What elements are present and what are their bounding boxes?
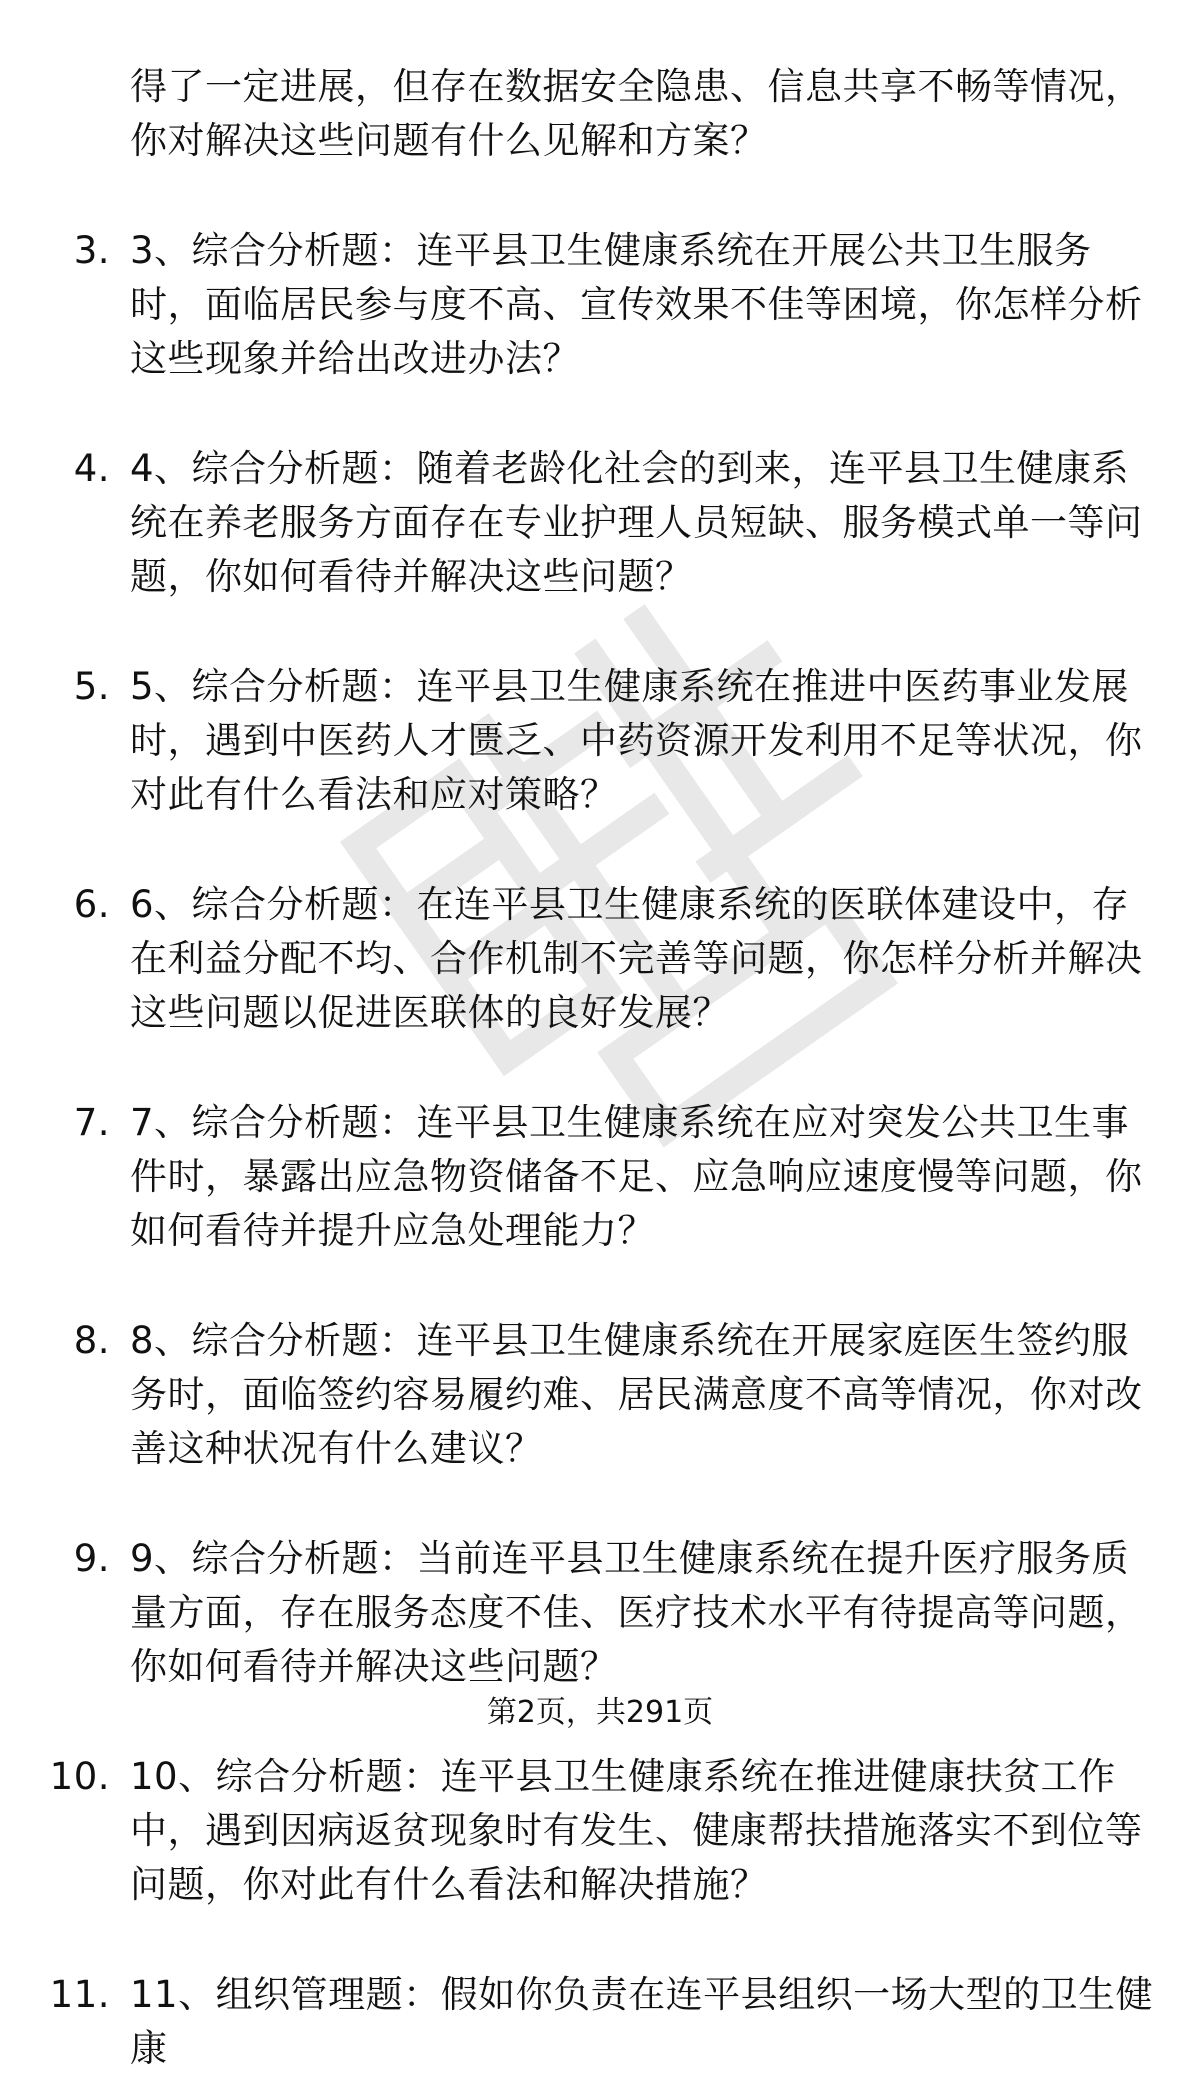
question-text: 得了一定进展，但存在数据安全隐患、信息共享不畅等情况，你对解决这些问题有什么见解和方案？ xyxy=(130,65,1143,162)
question-number: 5. xyxy=(73,665,110,708)
question-item-9 xyxy=(0,1532,1160,1694)
page-number-label: 第2页，共291页 xyxy=(486,1695,714,1730)
question-continuation xyxy=(0,60,1160,168)
question-text: 8、综合分析题：连平县卫生健康系统在开展家庭医生签约服务时，面临签约容易履约难、居民满意度不高等情况，你对改善这种状况有什么建议？ xyxy=(130,1319,1143,1470)
question-text: 3、综合分析题：连平县卫生健康系统在开展公共卫生服务时，面临居民参与度不高、宣传效果不佳等困境，你怎样分析这些现象并给出改进办法？ xyxy=(130,229,1143,380)
question-text: 9、综合分析题：当前连平县卫生健康系统在提升医疗服务质量方面，存在服务态度不佳、医疗技术水平有待提高等问题，你如何看待并解决这些问题？ xyxy=(130,1537,1143,1688)
question-item-4 xyxy=(0,442,1160,604)
question-item-8 xyxy=(0,1314,1160,1476)
question-number: 4. xyxy=(73,447,110,490)
question-text: 11、组织管理题：假如你负责在连平县组织一场大型的卫生健康 xyxy=(130,1973,1154,2070)
question-text: 4、综合分析题：随着老龄化社会的到来，连平县卫生健康系统在养老服务方面存在专业护理人员短缺、服务模式单一等问题，你如何看待并解决这些问题？ xyxy=(130,447,1143,598)
question-item-3 xyxy=(0,224,1160,386)
question-text: 5、综合分析题：连平县卫生健康系统在推进中医药事业发展时，遇到中医药人才匮乏、中药资源开发利用不足等状况，你对此有什么看法和应对策略？ xyxy=(130,665,1143,816)
question-text: 6、综合分析题：在连平县卫生健康系统的医联体建设中，存在利益分配不均、合作机制不完善等问题，你怎样分析并解决这些问题以促进医联体的良好发展？ xyxy=(130,883,1143,1034)
page-footer xyxy=(0,1693,1200,1733)
question-number: 9. xyxy=(73,1537,110,1580)
question-number: 10. xyxy=(49,1755,110,1798)
question-item-6 xyxy=(0,878,1160,1040)
question-text: 10、综合分析题：连平县卫生健康系统在推进健康扶贫工作中，遇到因病返贫现象时有发生、健康帮扶措施落实不到位等问题，你对此有什么看法和解决措施？ xyxy=(130,1755,1143,1906)
question-item-5 xyxy=(0,660,1160,822)
question-item-10 xyxy=(0,1750,1160,1912)
question-number: 6. xyxy=(73,883,110,926)
question-number: 11. xyxy=(49,1973,110,2016)
question-text: 7、综合分析题：连平县卫生健康系统在应对突发公共卫生事件时，暴露出应急物资储备不足、应急响应速度慢等问题，你如何看待并提升应急处理能力？ xyxy=(130,1101,1143,1252)
question-number: 8. xyxy=(73,1319,110,1362)
question-list xyxy=(0,60,1200,2094)
question-number: 3. xyxy=(73,229,110,272)
question-item-7 xyxy=(0,1096,1160,1258)
question-item-11 xyxy=(0,1968,1160,2076)
question-number: 7. xyxy=(73,1101,110,1144)
